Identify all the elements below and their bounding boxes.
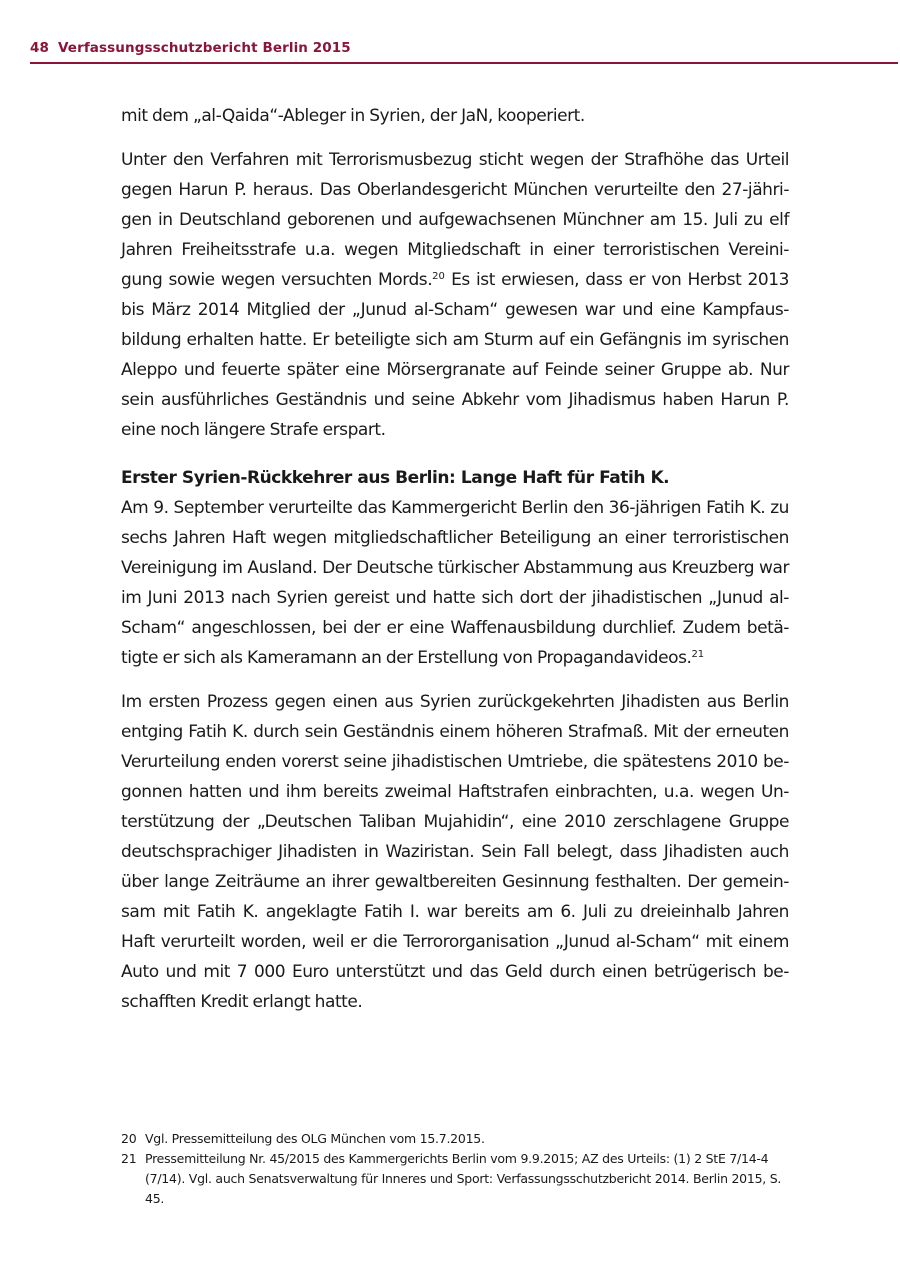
text-line: gegen Harun P. heraus. Das Oberlandesgericht München verurteilte den 27-jähri- <box>121 180 789 200</box>
text-line: Haft verurteilt worden, weil er die Terrororganisation „Junud al-Scham“ mit einem <box>121 932 789 952</box>
page-number: 48 <box>30 40 49 56</box>
text-line: entging Fatih K. durch sein Geständnis einem höheren Strafmaß. Mit der erneuten <box>121 722 789 742</box>
text-line: Unter den Verfahren mit Terrorismusbezug sticht wegen der Strafhöhe das Urteil <box>121 150 789 170</box>
footnote-number: 20 <box>121 1131 137 1146</box>
text-line: sechs Jahren Haft wegen mitgliedschaftlicher Beteiligung an einer terroristischen <box>121 528 789 548</box>
text-line: Scham“ angeschlossen, bei der er eine Waffenausbildung durchlief. Zudem betä- <box>121 618 789 638</box>
text-line: bis März 2014 Mitglied der „Junud al-Scham“ gewesen war und eine Kampfaus- <box>121 300 789 320</box>
text-segment: gung sowie wegen versuchten Mords. <box>121 270 433 290</box>
text-line: deutschsprachiger Jihadisten in Waziristan. Sein Fall belegt, dass Jihadisten auch <box>121 842 789 862</box>
text-line: Jahren Freiheitsstrafe u.a. wegen Mitgliedschaft in einer terroristischen Vereini- <box>121 240 789 260</box>
header-title-line <box>30 40 351 56</box>
text-line: Verurteilung enden vorerst seine jihadistischen Umtriebe, die spätestens 2010 be- <box>121 752 789 772</box>
text-segment: tigte er sich als Kameramann an der Erstellung von Propagandavideos. <box>121 648 692 668</box>
text-line: eine noch längere Strafe erspart. <box>121 420 386 440</box>
paragraph-1 <box>121 101 789 131</box>
header-divider <box>30 62 898 64</box>
text-line <box>121 265 789 295</box>
footnote-21 <box>121 1149 789 1209</box>
footnote-20 <box>121 1129 789 1149</box>
running-header <box>30 38 898 64</box>
text-line: sam mit Fatih K. angeklagte Fatih I. war bereits am 6. Juli zu dreieinhalb Jahren <box>121 902 789 922</box>
footnote-number: 21 <box>121 1151 137 1166</box>
text-line: Auto und mit 7 000 Euro unterstützt und das Geld durch einen betrügerisch be- <box>121 962 789 982</box>
text-line: Am 9. September verurteilte das Kammergericht Berlin den 36-jährigen Fatih K. zu <box>121 498 789 518</box>
paragraph-3 <box>121 493 789 673</box>
footnote-reference-21[interactable]: 21 <box>691 649 705 660</box>
main-text <box>121 101 789 1017</box>
section-heading: Erster Syrien-Rückkehrer aus Berlin: Lange Haft für Fatih K. <box>121 468 670 488</box>
footnote-reference-20[interactable]: 20 <box>432 271 445 282</box>
text-line: bildung erhalten hatte. Er beteiligte sich am Sturm auf ein Gefängnis im syrischen <box>121 330 789 350</box>
text-line: gonnen hatten und ihm bereits zweimal Haftstrafen einbrachten, u.a. wegen Un- <box>121 782 789 802</box>
text-line: Vereinigung im Ausland. Der Deutsche türkischer Abstammung aus Kreuzberg war <box>121 558 789 578</box>
text-line: terstützung der „Deutschen Taliban Mujahidin“, eine 2010 zerschlagene Gruppe <box>121 812 789 832</box>
text-line: schafften Kredit erlangt hatte. <box>121 992 363 1012</box>
text-line: Aleppo und feuerte später eine Mörsergranate auf Feinde seiner Gruppe ab. Nur <box>121 360 789 380</box>
paragraph-4 <box>121 687 789 1017</box>
text-line <box>121 643 789 673</box>
text-line: gen in Deutschland geborenen und aufgewachsenen Münchner am 15. Juli zu elf <box>121 210 789 230</box>
text-line: sein ausführliches Geständnis und seine Abkehr vom Jihadismus haben Harun P. <box>121 390 789 410</box>
text-segment: Es ist erwiesen, dass er von Herbst 2013 <box>444 270 789 290</box>
paragraph-2 <box>121 145 789 445</box>
footnote-text: Vgl. Pressemitteilung des OLG München vom 15.7.2015. <box>145 1131 485 1146</box>
footnote-text: Pressemitteilung Nr. 45/2015 des Kammergerichts Berlin vom 9.9.2015; AZ des Urteils: (1) 2 StE 7/14-4 (7/14). Vgl. auch Senatsverwaltung für Inneres und Sport: Verfassungsschutzbericht 2014. Berlin 2015, S. 45. <box>145 1151 782 1206</box>
text-line: Im ersten Prozess gegen einen aus Syrien zurückgekehrten Jihadisten aus Berlin <box>121 692 789 712</box>
text-line: mit dem „al-Qaida“-Ableger in Syrien, der JaN, kooperiert. <box>121 106 585 126</box>
publication-title: Verfassungsschutzbericht Berlin 2015 <box>58 40 351 56</box>
text-line: im Juni 2013 nach Syrien gereist und hatte sich dort der jihadistischen „Junud al- <box>121 588 789 608</box>
footnotes <box>121 1129 789 1209</box>
text-line: über lange Zeiträume an ihrer gewaltbereiten Gesinnung festhalten. Der gemein- <box>121 872 789 892</box>
